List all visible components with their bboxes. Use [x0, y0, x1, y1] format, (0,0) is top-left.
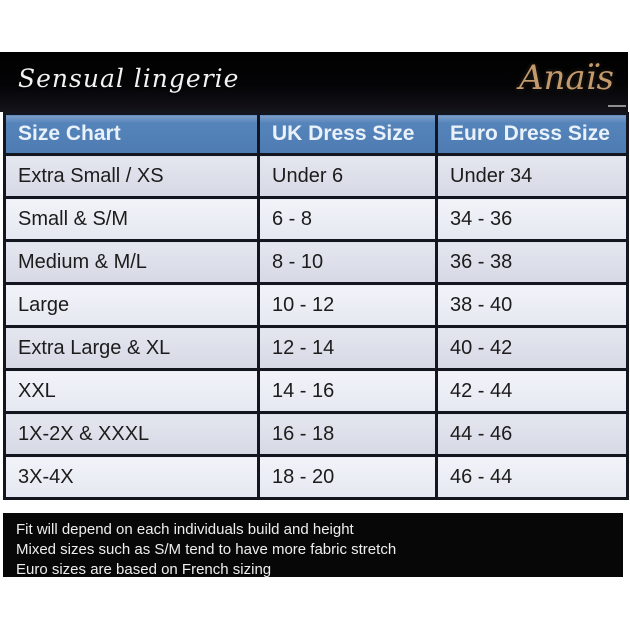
size-label-cell: 1X-2X & XXXL [5, 413, 259, 456]
size-label-cell: Small & S/M [5, 198, 259, 241]
table-row [5, 198, 628, 241]
euro-size-cell: 36 - 38 [437, 241, 628, 284]
column-header-euro-dress-size: Euro Dress Size [437, 114, 628, 155]
euro-size-cell: 46 - 44 [437, 456, 628, 499]
size-label-cell: Large [5, 284, 259, 327]
footer-note-mixed-sizes: Mixed sizes such as S/M tend to have more fabric stretch [16, 541, 397, 558]
uk-size-cell: Under 6 [259, 155, 437, 198]
table-row [5, 284, 628, 327]
footer-note-fit: Fit will depend on each individuals build and height [16, 521, 354, 538]
euro-size-cell: 40 - 42 [437, 327, 628, 370]
brand-tagline: Sensual lingerie [18, 64, 240, 93]
uk-size-cell: 12 - 14 [259, 327, 437, 370]
table-row [5, 456, 628, 499]
table-row [5, 413, 628, 456]
table-row [5, 155, 628, 198]
column-header-size-chart: Size Chart [5, 114, 259, 155]
euro-size-cell: 38 - 40 [437, 284, 628, 327]
column-header-uk-dress-size: UK Dress Size [259, 114, 437, 155]
size-label-cell: Extra Small / XS [5, 155, 259, 198]
euro-size-cell: Under 34 [437, 155, 628, 198]
logo-flourish-line [608, 105, 626, 107]
uk-size-cell: 14 - 16 [259, 370, 437, 413]
uk-size-cell: 18 - 20 [259, 456, 437, 499]
uk-size-cell: 8 - 10 [259, 241, 437, 284]
table-row [5, 241, 628, 284]
size-label-cell: Medium & M/L [5, 241, 259, 284]
uk-size-cell: 16 - 18 [259, 413, 437, 456]
size-label-cell: XXL [5, 370, 259, 413]
size-chart-table [3, 112, 629, 500]
table-row [5, 370, 628, 413]
size-label-cell: Extra Large & XL [5, 327, 259, 370]
table-header-row [5, 114, 628, 155]
uk-size-cell: 10 - 12 [259, 284, 437, 327]
euro-size-cell: 34 - 36 [437, 198, 628, 241]
size-label-cell: 3X-4X [5, 456, 259, 499]
uk-size-cell: 6 - 8 [259, 198, 437, 241]
footer-notes-bar [3, 513, 623, 577]
brand-logo: Anaïs [518, 58, 614, 98]
brand-bar [0, 52, 628, 112]
table-row [5, 327, 628, 370]
euro-size-cell: 44 - 46 [437, 413, 628, 456]
footer-note-euro-sizes: Euro sizes are based on French sizing [16, 561, 272, 578]
euro-size-cell: 42 - 44 [437, 370, 628, 413]
